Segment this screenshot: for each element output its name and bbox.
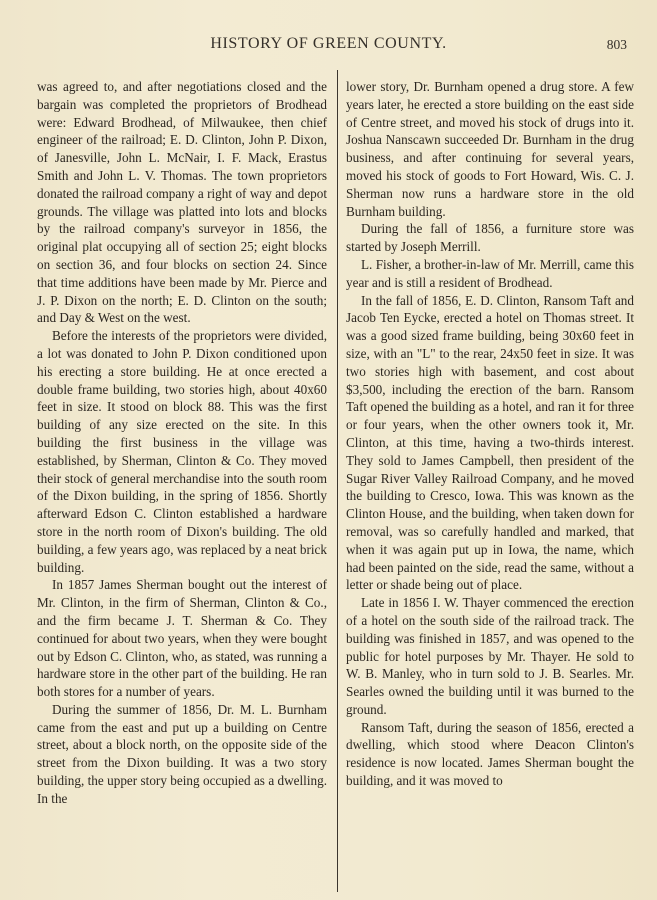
paragraph: In 1857 James Sherman bought out the interest of Mr. Clinton, in the firm of Sherman, Clinton & Co., and the firm became J. T. Sherman & Co. They continued for about two years, when they were bought out by Edson C. Clinton, who, as stated, was running a hardware store in the other part of the building. He ran both stores for a number of years. xyxy=(37,577,327,700)
page-header xyxy=(0,35,657,55)
left-column xyxy=(37,78,327,808)
page-number: 803 xyxy=(606,37,627,52)
column-divider xyxy=(337,70,338,892)
paragraph: was agreed to, and after negotiations closed and the bargain was completed the proprietors of Brodhead were: Edward Brodhead, of Milwaukee, then chief engineer of the railroad; E. D. Clinton, John P. Dixon, of Janesville, John L. McNair, I. F. Mack, Erastus Smith and John L. V. Thomas. The town proprietors donated the railroad company a right of way and depot grounds. The village was platted into lots and blocks by the railroad company's surveyor in 1856, the original plat occupying all of section 25; eight blocks on section 36, and four blocks on section 24. Since that time additions have been made by Mr. Pierce and J. P. Dixon on the north; E. D. Clinton on the south; and Day & West on the west. xyxy=(37,79,327,326)
paragraph: During the fall of 1856, a furniture store was started by Joseph Merrill. xyxy=(346,221,634,255)
paragraph: lower story, Dr. Burnham opened a drug store. A few years later, he erected a store building on the east side of Centre street, and moved his stock of drugs into it. Joshua Nanscawn succeeded Dr. Burnham in the drug business, and after continuing for several years, moved his stock of goods to Fort Howard, Wis. C. J. Sherman now runs a hardware store in the old Burnham building. xyxy=(346,79,634,219)
paragraph: Ransom Taft, during the season of 1856, erected a dwelling, which stood where Deacon Clinton's residence is now located. James Sherman bought the building, and it was moved to xyxy=(346,719,634,789)
paragraph: Late in 1856 I. W. Thayer commenced the erection of a hotel on the south side of the railroad track. The building was finished in 1857, and was opened to the public for hotel purposes by Mr. Thayer. He sold to W. B. Manley, who in turn sold to J. B. Searles. Mr. Searles owned the building until it was burned to the ground. xyxy=(346,595,634,717)
paragraph: During the summer of 1856, Dr. M. L. Burnham came from the east and put up a building on Centre street, about a block north, on the opposite side of the street from the Dixon building. It was a two story building, the upper story being occupied as a dwelling. In the xyxy=(37,701,327,806)
running-head: HISTORY OF GREEN COUNTY. xyxy=(210,35,447,52)
paragraph: In the fall of 1856, E. D. Clinton, Ransom Taft and Jacob Ten Eycke, erected a hotel on Thomas street. It was a good sized frame building, being 30x60 feet in size, with an "L" to the rear, 24x50 feet in size. It was two stories high with basement, and cost about $3,500, including the erection of the barn. Ransom Taft opened the building as a hotel, and ran it for three or four years, when the other owners took it, Mr. Clinton, at this time, having a two-thirds interest. They sold to James Campbell, then president of the Sugar River Valley Railroad Company, and he moved the building to Cresco, Iowa. This was known as the Clinton House, and the building, when taken down for removal, was so carefully handled and marked, that when it was again put up in Iowa, the name, which had been painted on the side, read the same, without a letter or shade being out of place. xyxy=(346,292,634,593)
paragraph: L. Fisher, a brother-in-law of Mr. Merrill, came this year and is still a resident of Brodhead. xyxy=(346,256,634,290)
right-column xyxy=(346,78,634,790)
paragraph: Before the interests of the proprietors were divided, a lot was donated to John P. Dixon conditioned upon his erecting a store building. He at once erected a double frame building, two stories high, about 40x60 feet in size. It stood on block 88. This was the first building of any size erected on the site. In this building the first business in the village was established, by Sherman, Clinton & Co. They moved their stock of general merchandise into the south room of the Dixon building, in the spring of 1856. Shortly afterward Edson C. Clinton established a hardware store in the north room of Dixon's building. The old building, a few years ago, was replaced by a neat brick building. xyxy=(37,328,327,575)
